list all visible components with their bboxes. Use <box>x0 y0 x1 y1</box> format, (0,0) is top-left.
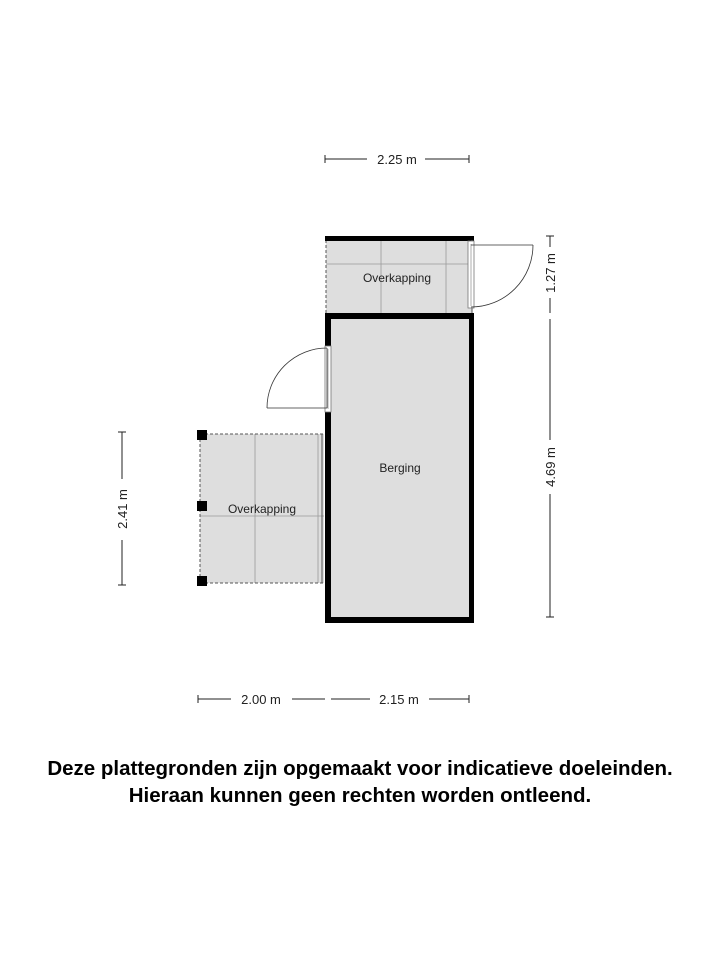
top-canopy-label: Overkapping <box>362 271 432 285</box>
left-door <box>267 346 331 412</box>
storage-label: Berging <box>379 461 421 475</box>
post <box>197 501 207 511</box>
dim-label-top: 2.25 m <box>377 152 417 167</box>
dim-label-bottom-right: 2.15 m <box>379 692 419 707</box>
dim-label-right-upper: 1.27 m <box>543 253 558 293</box>
disclaimer-line-2: Hieraan kunnen geen rechten worden ontleend. <box>128 784 592 807</box>
dim-label-left: 2.41 m <box>115 489 130 529</box>
top-canopy-back-wall <box>325 236 474 241</box>
post <box>197 430 207 440</box>
post <box>197 576 207 586</box>
disclaimer-line-1: Deze plattegronden zijn opgemaakt voor indicatieve doeleinden. <box>47 757 673 780</box>
dim-label-right-total: 4.69 m <box>543 447 558 487</box>
right-door <box>468 241 533 308</box>
dim-label-bottom-left: 2.00 m <box>241 692 281 707</box>
left-canopy-label: Overkapping <box>227 502 297 516</box>
